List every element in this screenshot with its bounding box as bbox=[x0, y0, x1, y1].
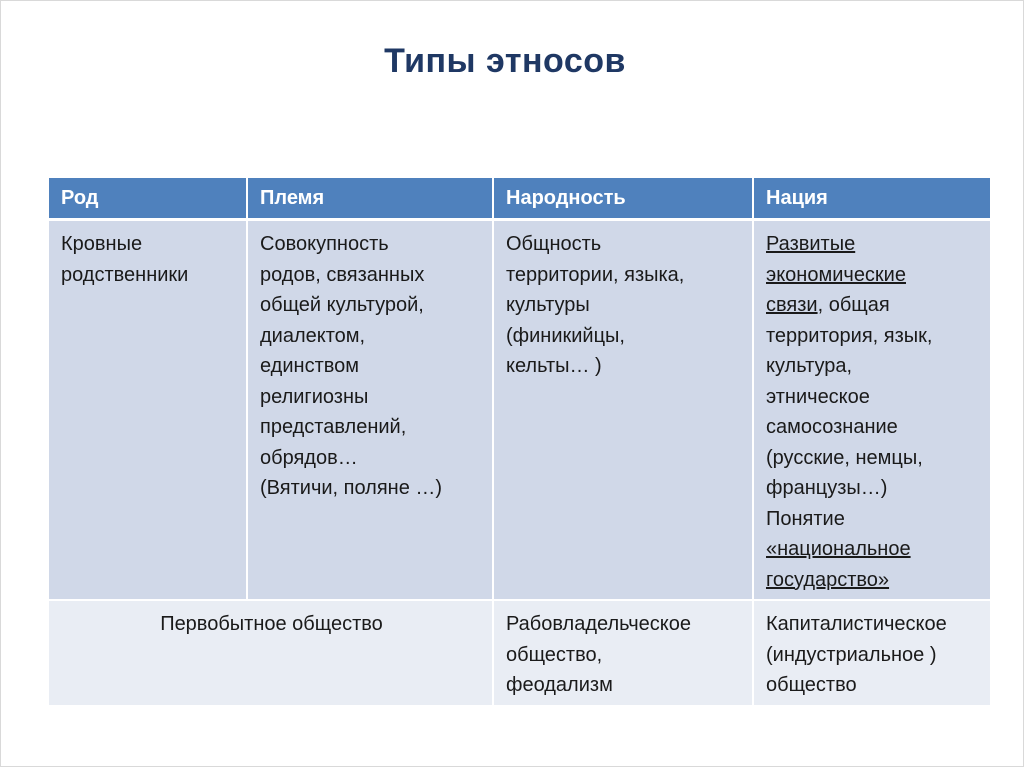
table-header-row bbox=[49, 178, 990, 220]
cell-narodnost: Общность территории, языка, культуры (финикийцы, кельты… ) bbox=[493, 220, 753, 601]
cell-capitalist-society: Капиталистическое (индустриальное ) общество bbox=[753, 600, 990, 706]
table-row-society bbox=[49, 600, 990, 706]
cell-rod: Кровные родственники bbox=[49, 220, 247, 601]
header-naciya: Нация bbox=[753, 178, 990, 220]
cell-plemya: Совокупность родов, связанных общей культурой, диалектом, единством религиозны представлений, обрядов… (Вятичи, поляне …) bbox=[247, 220, 493, 601]
page-title: Типы этносов bbox=[384, 42, 626, 80]
cell-primitive-society: Первобытное общество bbox=[49, 600, 493, 706]
cell-slave-society: Рабовладельческое общество, феодализм bbox=[493, 600, 753, 706]
table-row-definitions bbox=[49, 220, 990, 601]
header-plemya: Племя bbox=[247, 178, 493, 220]
underlined-text: связи bbox=[766, 294, 818, 316]
header-narodnost: Народность bbox=[493, 178, 753, 220]
underlined-text: Развитые bbox=[766, 233, 856, 255]
header-rod: Род bbox=[49, 178, 247, 220]
underlined-text: «национальное bbox=[766, 538, 911, 560]
cell-naciya: Развитые экономические связи, общая территория, язык, культура, этническое самосознание (русские, немцы, французы…) Понятие «национальное государство» bbox=[753, 220, 990, 601]
underlined-text: экономические bbox=[766, 263, 906, 286]
underlined-text: государство» bbox=[766, 568, 890, 591]
ethnos-table bbox=[49, 178, 990, 707]
